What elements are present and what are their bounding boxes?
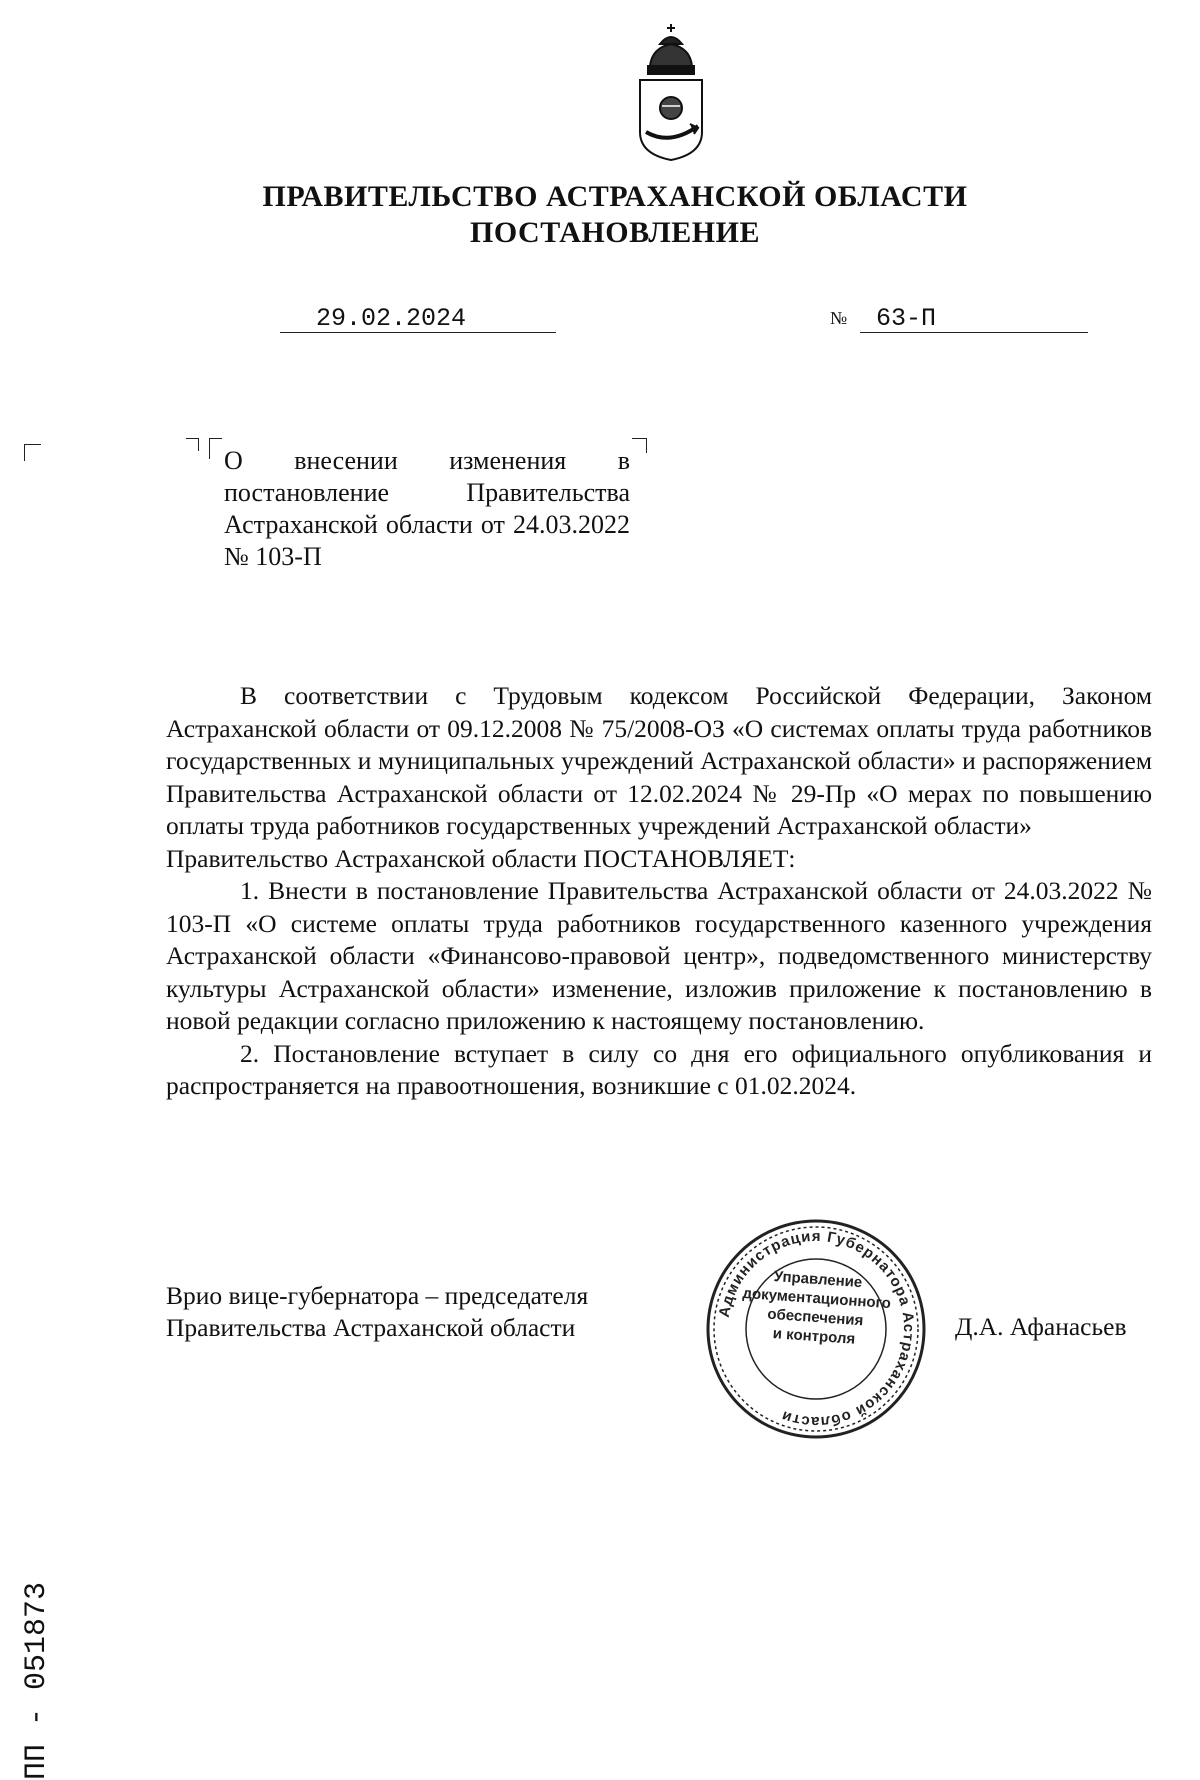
coat-of-arms-emblem <box>630 22 712 162</box>
document-date: 29.02.2024 <box>280 306 556 333</box>
org-title: ПРАВИТЕЛЬСТВО АСТРАХАНСКОЙ ОБЛАСТИ <box>262 180 968 213</box>
stamp-line: документационного <box>741 1284 892 1313</box>
document-number: 63-П <box>860 306 1088 333</box>
subject-corner-mark <box>209 438 222 459</box>
form-serial-number: ПП - 051873 <box>20 1581 54 1780</box>
number-sign: № <box>830 308 848 328</box>
stamp-line: Управление <box>773 1267 863 1292</box>
signatory-position <box>166 1280 588 1344</box>
margin-corner-mark <box>24 444 41 461</box>
position-line-2: Правительства Астраханской области <box>166 1313 576 1342</box>
item-2-paragraph: 2. Постановление вступает в силу со дня его официального опубликования и распространяется на правоотношения, возникшие с 01.02.2024. <box>166 1038 1152 1100</box>
signatory-name: Д.А. Афанасьев <box>955 1312 1127 1341</box>
preamble-paragraph: В соответствии с Трудовым кодексом Российской Федерации, Законом Астраханской области от 09.12.2008 № 75/2008-ОЗ «О системах оплаты труда работников государственных и муниципальных учреждений Астраханской области» и распоряжением Правительства Астраханской области от 12.02.2024 № 29-Пр «О мерах по повышению оплаты труда работников государственных учреждений Астраханской области» <box>166 681 1152 840</box>
stamp-inner-text <box>738 1265 895 1351</box>
item-1-paragraph: 1. Внести в постановление Правительства Астраханской области от 24.03.2022 № 103-П «О системе оплаты труда работников государственного казенного учреждения Астраханской области «Финансово-правовой центр», подведомственного министерству культуры Астраханской области» изменение, изложив приложение к постановлению в новой редакции согласно приложению к настоящему постановлению. <box>166 876 1152 1035</box>
decree-line: Правительство Астраханской области ПОСТАНОВЛЯЕТ: <box>166 843 796 873</box>
document-subject: О внесении изменения в постановление Правительства Астраханской области от 24.03.2022 № 103-П <box>224 446 630 571</box>
subject-corner-mark <box>632 438 647 453</box>
position-line-1: Врио вице-губернатора – председателя <box>166 1281 589 1310</box>
document-type: ПОСТАНОВЛЕНИЕ <box>470 216 760 249</box>
stamp-line: обеспечения <box>766 1305 864 1330</box>
document-body <box>166 680 1152 1103</box>
stamp-ring-text: Администрация Губернатора Астраханской области <box>715 1227 918 1431</box>
subject-corner-mark <box>186 438 199 451</box>
stamp-line: и контроля <box>772 1325 856 1348</box>
